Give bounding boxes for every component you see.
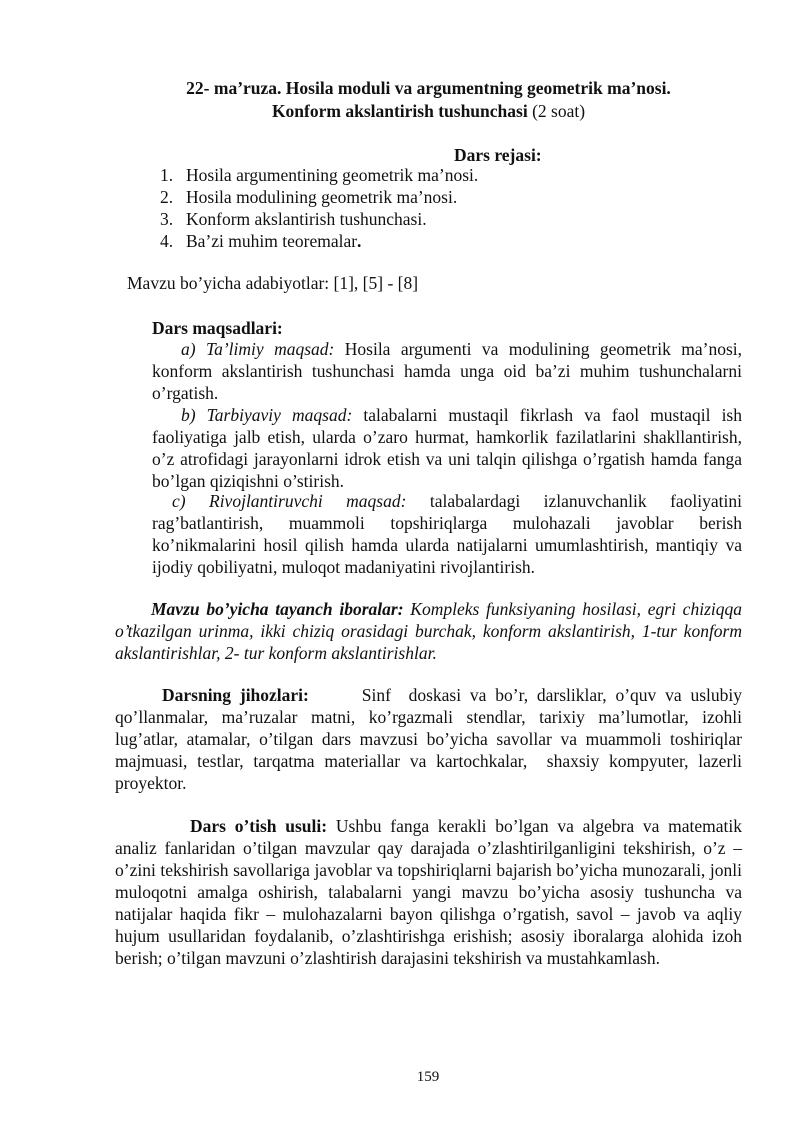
plan-item [160,208,478,230]
equipment-paragraph [115,684,747,794]
plan-item-number: 1. [160,165,174,185]
plan-item-number: 4. [160,231,174,251]
keywords-text: Kompleks funksiyaning hosilasi, egri chiziqqa o’tkazilgan urinma, ikki chiziq orasidagi burchak, konform akslantirish, 1-tur konform akslantirishlar, 2- tur konform akslantirishlar. [115,599,742,663]
plan-list [160,164,478,252]
plan-item-text: Hosila argumentining geometrik ma’nosi. [186,165,479,185]
literature-line: Mavzu bo’yicha adabiyotlar: [1], [5] - [8] [127,273,419,293]
plan-item-text: Konform akslantirish tushunchasi. [186,209,427,229]
goal-c-text: talabalardagi izlanuvchanlik faoliyatini rag’batlantirish, muammoli topshiriqlarga mulohazali javoblar berish ko’nikmalarini hosil qilish hamda ularda natijalarni umumlashtirish, mantiqiy va ijodiy qobiliyatni, muloqot madaniyatini rivojlantirish. [152,491,742,577]
goal-a-text: Hosila argumenti va modulining geometrik ma’nosi, konform akslantirish tushunchasi hamda unga oid ba’zi muhim tushunchalarni o’rgatish. [152,339,742,403]
goal-b-label: b) Tarbiyaviy maqsad: [181,405,353,425]
page-number: 159 [416,1069,440,1085]
goal-c-paragraph [152,490,742,578]
goal-b-paragraph [152,404,742,492]
method-text: Ushbu fanga kerakli bo’lgan va algebra va matematik analiz fanlaridan o’tilgan mavzular qay darajada o’zlashtirilganligini tekshirish, o’z – o’zini tekshirish savollariga javoblar va topshiriqlarni bajarish bo’yicha munozarali, jonli muloqotni amalga oshirish, talabalarni yangi mavzu bo’yicha asosiy tushuncha va natijalar haqida fikr – mulohazalarni bayon qilishga o’rgatish, savol – javob va aqliy hujum usullaridan foydalanib, o’zlashtirishga erishish; asosiy iboralarga alohida izoh berish; o’tilgan mavzuni o’zlashtirish darajasini tekshirish va mustahkamlash. [115,816,742,968]
plan-item-tail: . [357,231,362,251]
title-line-2 [115,100,742,123]
title-line-1: 22- ma’ruza. Hosila moduli va argumentning geometrik ma’nosi. [186,78,671,98]
lecture-title [115,77,742,123]
equipment-label: Darsning jihozlari: [162,685,309,705]
goal-c-label: c) Rivojlantiruvchi maqsad: [172,491,407,511]
keywords-paragraph [115,598,742,664]
plan-item [160,164,478,186]
goal-a-paragraph [152,338,742,404]
plan-item-text: Hosila modulining geometrik ma’nosi. [186,187,458,207]
title-topic: Konform akslantirish tushunchasi [271,101,528,121]
plan-item [160,186,478,208]
plan-item-number: 2. [160,187,174,207]
plan-item [160,230,478,252]
equipment-text: Sinf doskasi va bo’r, darsliklar, o’quv va uslubiy qo’llanmalar, ma’ruzalar matni, ko’rgazmali stendlar, tarixiy ma’lumotlar, izohli lug’atlar, atamalar, o’tilgan dars mavzusi bo’yicha savollar va muammoli toshiriqlar majmuasi, testlar, tarqatma materiallar va kartochkalar, shaxsiy kompyuter, lazerli proyektor. [115,685,747,793]
keywords-label: Mavzu bo’yicha tayanch iboralar: [151,599,404,619]
method-paragraph [115,815,742,969]
title-duration: (2 soat) [527,101,586,121]
goals-heading: Dars maqsadlari: [152,318,283,338]
plan-heading: Dars rejasi: [454,145,542,165]
goal-b-text: talabalarni mustaqil fikrlash va faol mustaqil ish faoliyatiga jalb etish, ularda o’zaro hurmat, hamkorlik fazilatlarini shakllantirish, o’z atrofidagi jarayonlarni idrok etish va uni talqin qilishga o’rgatish hamda fanga bo’lgan qiziqishni o’stirish. [152,405,742,491]
plan-item-text: Ba’zi muhim teoremalar [186,231,358,251]
plan-item-number: 3. [160,209,174,229]
method-label: Dars o’tish usuli: [190,816,328,836]
goal-a-label: a) Ta’limiy maqsad: [181,339,335,359]
